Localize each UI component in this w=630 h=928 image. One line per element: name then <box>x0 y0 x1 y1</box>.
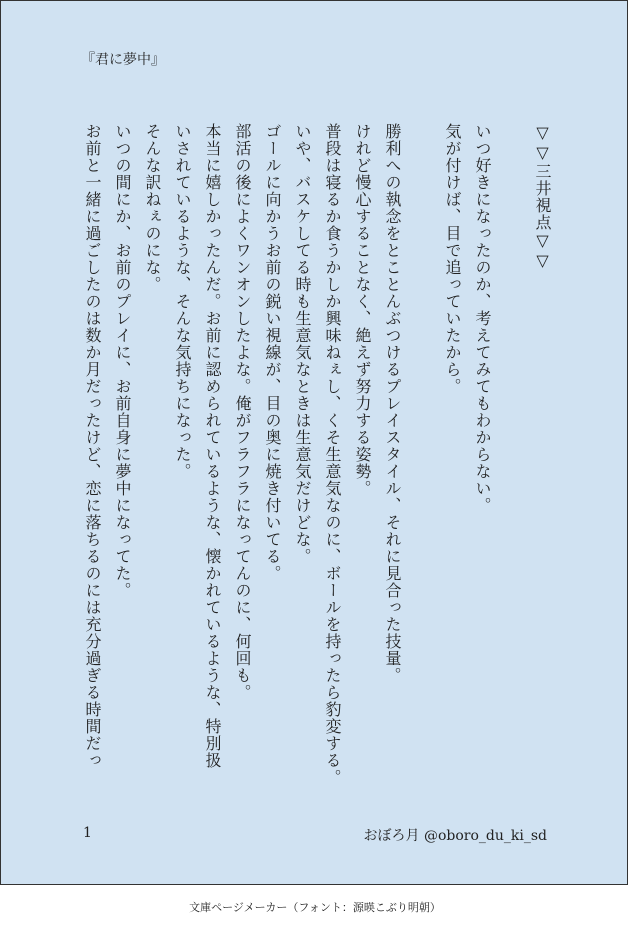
text-line: いや、バスケしてる時も生意気なときは生意気だけどな。 <box>293 123 312 565</box>
text-line: 勝利への執念をとことんぶつけるプレイスタイル、それに見合った技量。 <box>383 123 402 684</box>
text-line: そんな訳ねぇのにな。 <box>143 123 162 293</box>
text-line: 普段は寝るか食うかしか興味ねぇし、くそ生意気なのに、ボールを持ったら豹変する。 <box>323 123 342 786</box>
text-line: いつ好きになったのか、考えてみてもわからない。 <box>473 123 492 514</box>
text-line: 気が付けば、目で追っていたから。 <box>443 123 462 395</box>
blank-line <box>497 101 527 831</box>
text-line: お前と一緒に過ごしたのは数か月だったけど、恋に落ちるのには充分過ぎる時間だっ <box>83 123 102 769</box>
blank-line <box>407 101 437 831</box>
text-line: いつの間にか、お前のプレイに、お前自身に夢中になってた。 <box>113 123 132 599</box>
text-line: 本当に嬉しかったんだ。お前に認められているような、懐かれているような、特別扱 <box>203 123 222 769</box>
author-credit: おぼろ月 @oboro_du_ki_sd <box>363 828 547 844</box>
text-line: ゴールに向かうお前の鋭い視線が、目の奥に焼き付いてる。 <box>263 123 282 582</box>
page-number: 1 <box>83 825 92 841</box>
book-title: 『君に夢中』 <box>81 52 165 68</box>
section-heading: ▽▽三井視点▽▽ <box>533 123 552 271</box>
text-line: 部活の後によくワンオンしたよな。俺がフラフラになってんのに、何回も。 <box>233 123 252 701</box>
text-line: いされているような、そんな気持ちになった。 <box>173 123 192 480</box>
generator-footer: 文庫ページメーカー（フォント：源暎こぶり明朝） <box>189 901 441 914</box>
text-line: けれど慢心することなく、絶えず努力する姿勢。 <box>353 123 372 497</box>
vertical-text-body <box>77 101 557 831</box>
